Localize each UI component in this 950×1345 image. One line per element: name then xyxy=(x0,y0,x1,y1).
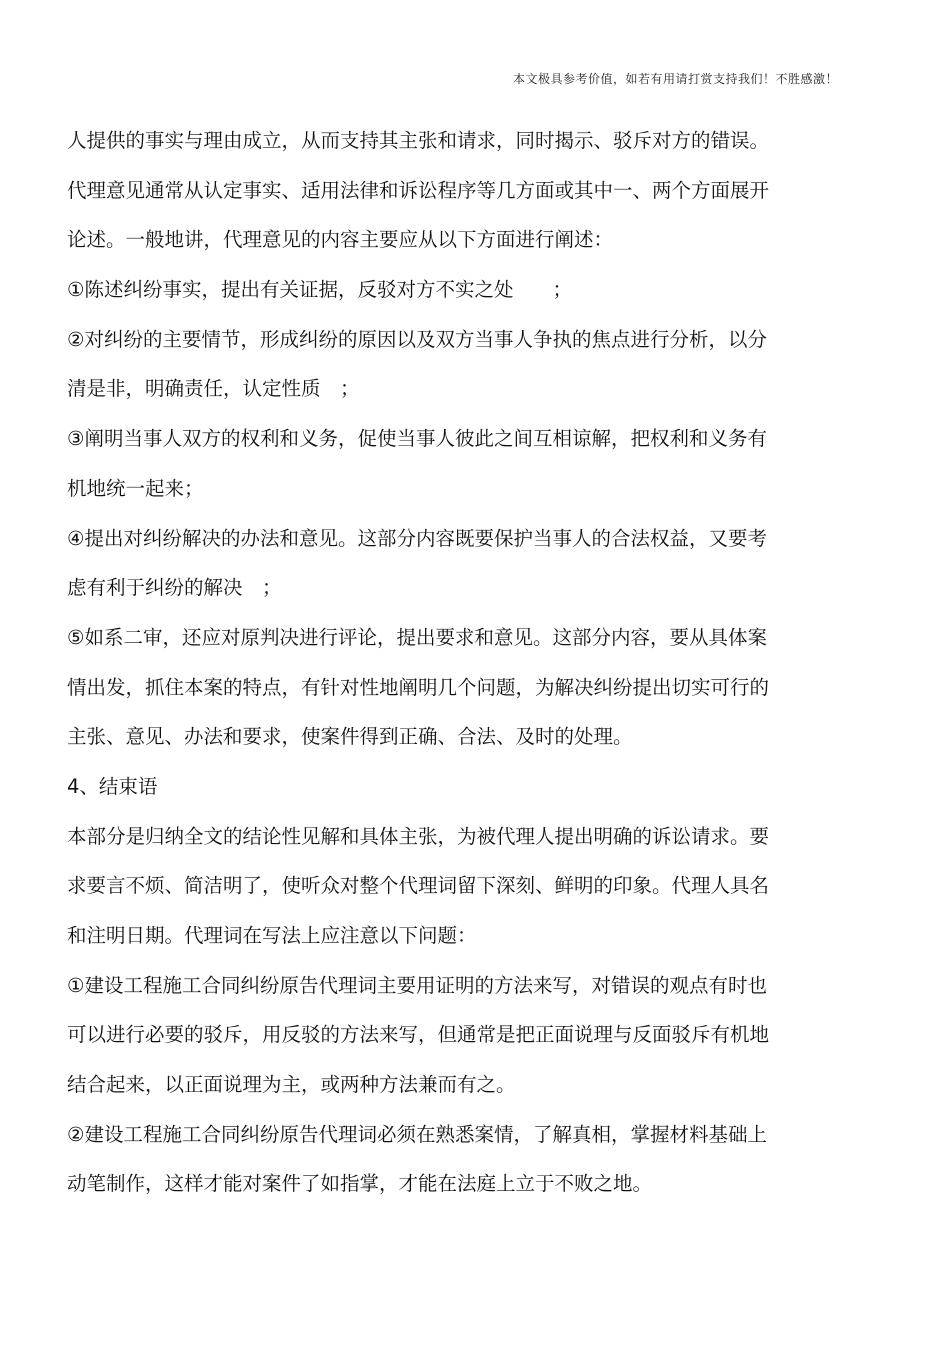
list-item-4: ④提出对纠纷解决的办法和意见。这部分内容既要保护当事人的合法权益，又要考 xyxy=(67,526,767,550)
text-line: 情出发，抓住本案的特点，有针对性地阐明几个问题，为解决纠纷提出切实可行的 xyxy=(67,675,770,699)
text-line: 可以进行必要的驳斥，用反驳的方法来写，但通常是把正面说理与反面驳斥有机地 xyxy=(67,1023,770,1047)
text-line: 人提供的事实与理由成立，从而支持其主张和请求，同时揭示、驳斥对方的错误。 xyxy=(67,129,770,152)
section-heading: 4、结束语 xyxy=(67,774,158,798)
text-line: 本部分是归纳全文的结论性见解和具体主张，为被代理人提出明确的诉讼请求。要 xyxy=(67,824,770,848)
text-line: 机地统一起来； xyxy=(67,476,204,500)
text-line: 结合起来，以正面说理为主，或两种方法兼而有之。 xyxy=(67,1073,516,1097)
text-line: 清是非，明确责任，认定性质 ； xyxy=(67,377,360,401)
body-text xyxy=(67,116,827,1209)
text-line: 和注明日期。代理词在写法上应注意以下问题： xyxy=(67,924,477,947)
list-item-1: ①陈述纠纷事实，提出有关证据，反驳对方不实之处 ； xyxy=(67,278,572,302)
list-item-3: ③阐明当事人双方的权利和义务，促使当事人彼此之间互相谅解，把权利和义务有 xyxy=(67,427,767,451)
text-line: 动笔制作，这样才能对案件了如指掌，才能在法庭上立于不败之地。 xyxy=(67,1172,653,1196)
text-line: 求要言不烦、简洁明了，使听众对整个代理词留下深刻、鲜明的印象。代理人具名 xyxy=(67,874,770,898)
list-item-5: ⑤如系二审，还应对原判决进行评论，提出要求和意见。这部分内容，要从具体案 xyxy=(67,625,767,649)
list-item-2: ②对纠纷的主要情节，形成纠纷的原因以及双方当事人争执的焦点进行分析，以分 xyxy=(67,327,767,351)
list-item-2b: ②建设工程施工合同纠纷原告代理词必须在熟悉案情，了解真相，掌握材料基础上 xyxy=(67,1122,767,1146)
text-line: 虑有利于纠纷的解决 ； xyxy=(67,576,282,600)
text-line: 代理意见通常从认定事实、适用法律和诉讼程序等几方面或其中一、两个方面展开 xyxy=(67,178,770,202)
list-item-1b: ①建设工程施工合同纠纷原告代理词主要用证明的方法来写，对错误的观点有时也 xyxy=(67,973,767,997)
text-line: 论述。一般地讲，代理意见的内容主要应从以下方面进行阐述： xyxy=(67,228,614,252)
text-line: 主张、意见、办法和要求，使案件得到正确、合法、及时的处理。 xyxy=(67,725,633,749)
header-note: 本文极具参考价值，如若有用请打赏支持我们！不胜感激！ xyxy=(512,72,838,86)
